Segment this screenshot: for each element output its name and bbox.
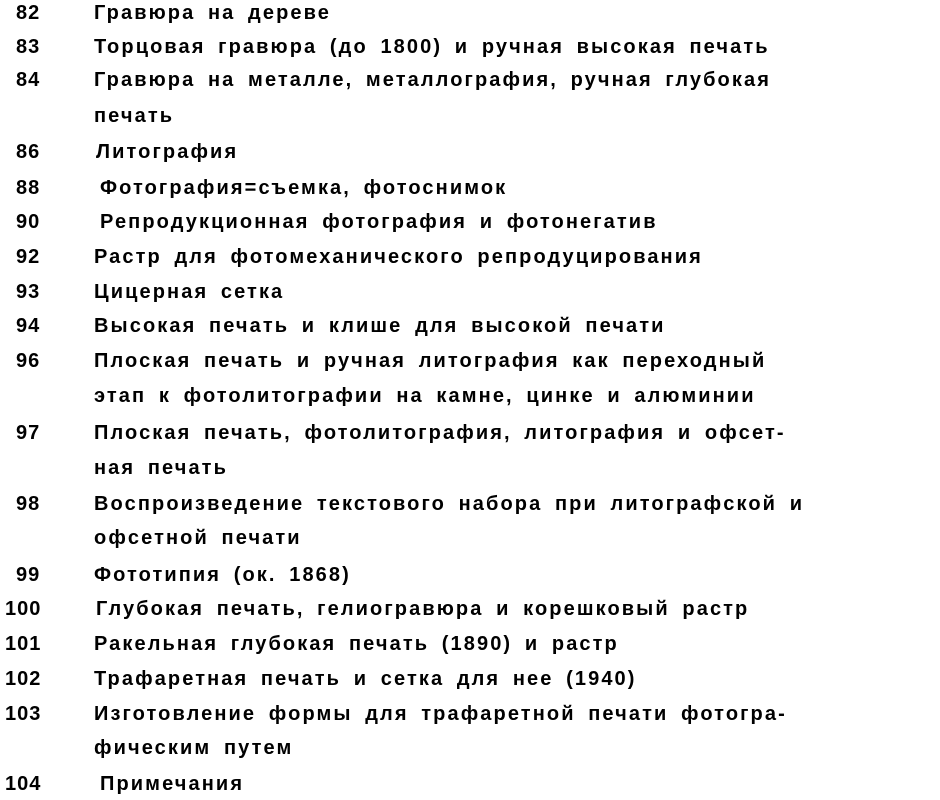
toc-entry-title: Изготовление формы для трафаретной печати фотогра- — [94, 703, 787, 725]
toc-page-number: 102 — [5, 668, 42, 690]
toc-entry-title: Воспроизведение текстового набора при литографской и — [94, 493, 805, 515]
toc-entry-title: Фототипия (ок. 1868) — [94, 564, 351, 586]
toc-entry-title: Трафаретная печать и сетка для нее (1940) — [94, 668, 637, 690]
toc-entry-title: Глубокая печать, гелиогравюра и корешковый растр — [96, 598, 750, 620]
toc-entry-title-continued: ная печать — [94, 457, 228, 479]
toc-entry-title: Цицерная сетка — [94, 281, 285, 303]
toc-entry-title: Торцовая гравюра (до 1800) и ручная высокая печать — [94, 36, 770, 58]
toc-page-number: 97 — [16, 422, 41, 444]
toc-entry-title: Гравюра на дереве — [94, 2, 331, 24]
toc-entry-title: Фотография=съемка, фотоснимок — [100, 177, 508, 199]
toc-page-number: 92 — [16, 246, 41, 268]
toc-entry-title: Литография — [96, 141, 239, 163]
toc-page-number: 96 — [16, 350, 41, 372]
toc-entry-title: Плоская печать и ручная литография как переходный — [94, 350, 767, 372]
toc-entry-title-continued: этап к фотолитографии на камне, цинке и алюминии — [94, 385, 756, 407]
toc-page-number: 104 — [5, 773, 42, 795]
toc-entry-title: Высокая печать и клише для высокой печати — [94, 315, 666, 337]
toc-entry-title-continued: печать — [94, 105, 175, 127]
toc-page-number: 101 — [5, 633, 42, 655]
toc-page-number: 93 — [16, 281, 41, 303]
toc-entry-title: Репродукционная фотография и фотонегатив — [100, 211, 658, 233]
toc-entry-title-continued: офсетной печати — [94, 527, 302, 549]
toc-page-number: 86 — [16, 141, 41, 163]
toc-page-number: 100 — [5, 598, 42, 620]
toc-page-number: 103 — [5, 703, 42, 725]
toc-page-number: 99 — [16, 564, 41, 586]
toc-entry-title: Растр для фотомеханического репродуцирования — [94, 246, 703, 268]
toc-page-number: 84 — [16, 69, 41, 91]
toc-page-number: 98 — [16, 493, 41, 515]
toc-entry-title: Плоская печать, фотолитография, литография и офсет- — [94, 422, 786, 444]
toc-page-number: 83 — [16, 36, 41, 58]
toc-entry-title: Гравюра на металле, металлография, ручная глубокая — [94, 69, 771, 91]
toc-entry-title: Ракельная глубокая печать (1890) и растр — [94, 633, 619, 655]
toc-page-number: 94 — [16, 315, 41, 337]
toc-page-number: 90 — [16, 211, 41, 233]
toc-entry-title-continued: фическим путем — [94, 737, 294, 759]
toc-page-number: 88 — [16, 177, 41, 199]
toc-page-number: 82 — [16, 2, 41, 24]
toc-entry-title: Примечания — [100, 773, 245, 795]
